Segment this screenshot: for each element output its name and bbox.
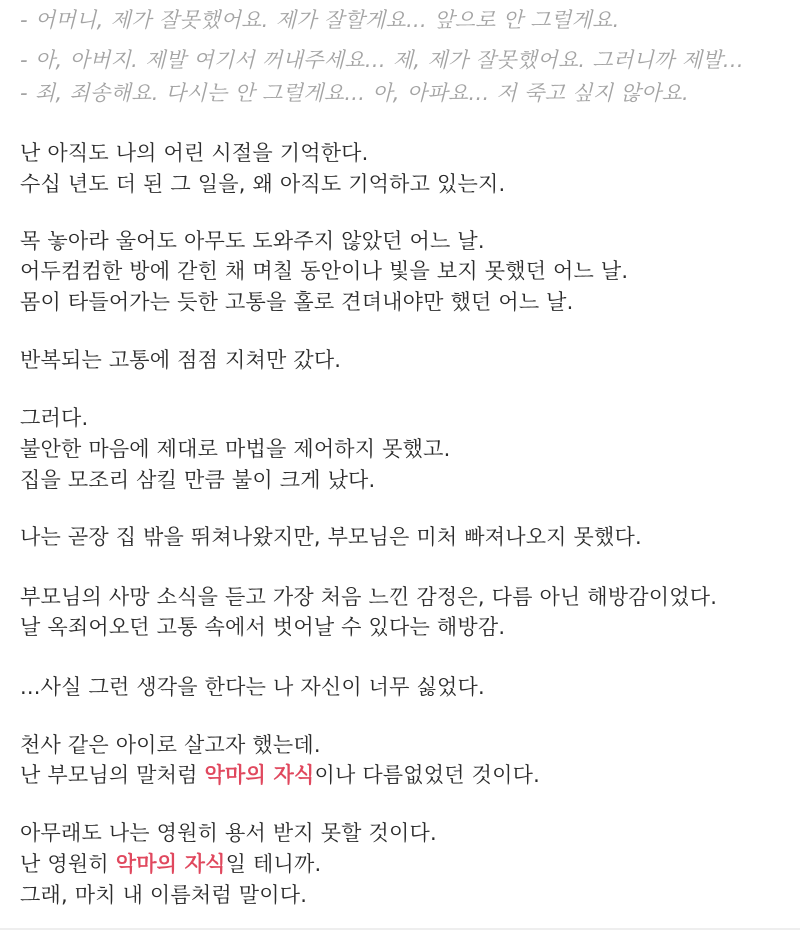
devil-line-prefix: 난 부모님의 말처럼 [20, 763, 205, 787]
narration-line: 난 아직도 나의 어린 시절을 기억한다. [20, 141, 369, 165]
closing-line-3: 그래, 마치 내 이름처럼 말이다. [20, 883, 308, 907]
devil-child-line [20, 760, 540, 790]
narration-line: 어두컴컴한 방에 갇힌 채 며칠 동안이나 빛을 보지 못했던 어느 날. [20, 259, 629, 283]
narration-line: 수십 년도 더 된 그 일을, 왜 아직도 기억하고 있는지. [20, 172, 506, 196]
closing-line-suffix: 일 테니까. [225, 852, 322, 876]
closing-line-prefix: 난 영원히 [20, 852, 116, 876]
dialogue-line-2: - 아, 아버지. 제발 여기서 꺼내주세요... 제, 제가 잘못했어요. 그러니까 제발... [20, 48, 744, 72]
narration-line: ...사실 그런 생각을 한다는 나 자신이 너무 싫었다. [20, 675, 485, 699]
highlighted-phrase: 악마의 자식 [204, 763, 315, 787]
narration-line: 몸이 타들어가는 듯한 고통을 홀로 견뎌내야만 했던 어느 날. [20, 290, 574, 314]
narration-line: 그러다. [20, 406, 89, 430]
dialogue-line-3: - 죄, 죄송해요. 다시는 안 그럴게요... 아, 아파요... 저 죽고 싶지 않아요. [20, 81, 690, 105]
narration-line: 나는 곧장 집 밖을 뛰쳐나왔지만, 부모님은 미처 빠져나오지 못했다. [20, 525, 642, 549]
dialogue-line-1: - 어머니, 제가 잘못했어요. 제가 잘할게요... 앞으로 안 그럴게요. [20, 8, 620, 32]
closing-line-2 [20, 849, 321, 879]
narration-line: 집을 모조리 삼킬 만큼 불이 크게 났다. [20, 468, 376, 492]
narration-line: 부모님의 사망 소식을 듣고 가장 처음 느낀 감정은, 다름 아닌 해방감이었다. [20, 585, 718, 609]
closing-line-1: 아무래도 나는 영원히 용서 받지 못할 것이다. [20, 821, 437, 845]
highlighted-phrase: 악마의 자식 [115, 852, 226, 876]
narration-line: 날 옥죄어오던 고통 속에서 벗어날 수 있다는 해방감. [20, 615, 506, 639]
narration-line: 반복되는 고통에 점점 지쳐만 갔다. [20, 348, 342, 372]
narration-line: 목 놓아라 울어도 아무도 도와주지 않았던 어느 날. [20, 229, 485, 253]
narration-line: 천사 같은 아이로 살고자 했는데. [20, 733, 321, 757]
narration-line: 불안한 마음에 제대로 마법을 제어하지 못했고. [20, 437, 451, 461]
devil-line-suffix: 이나 다름없었던 것이다. [314, 763, 540, 787]
